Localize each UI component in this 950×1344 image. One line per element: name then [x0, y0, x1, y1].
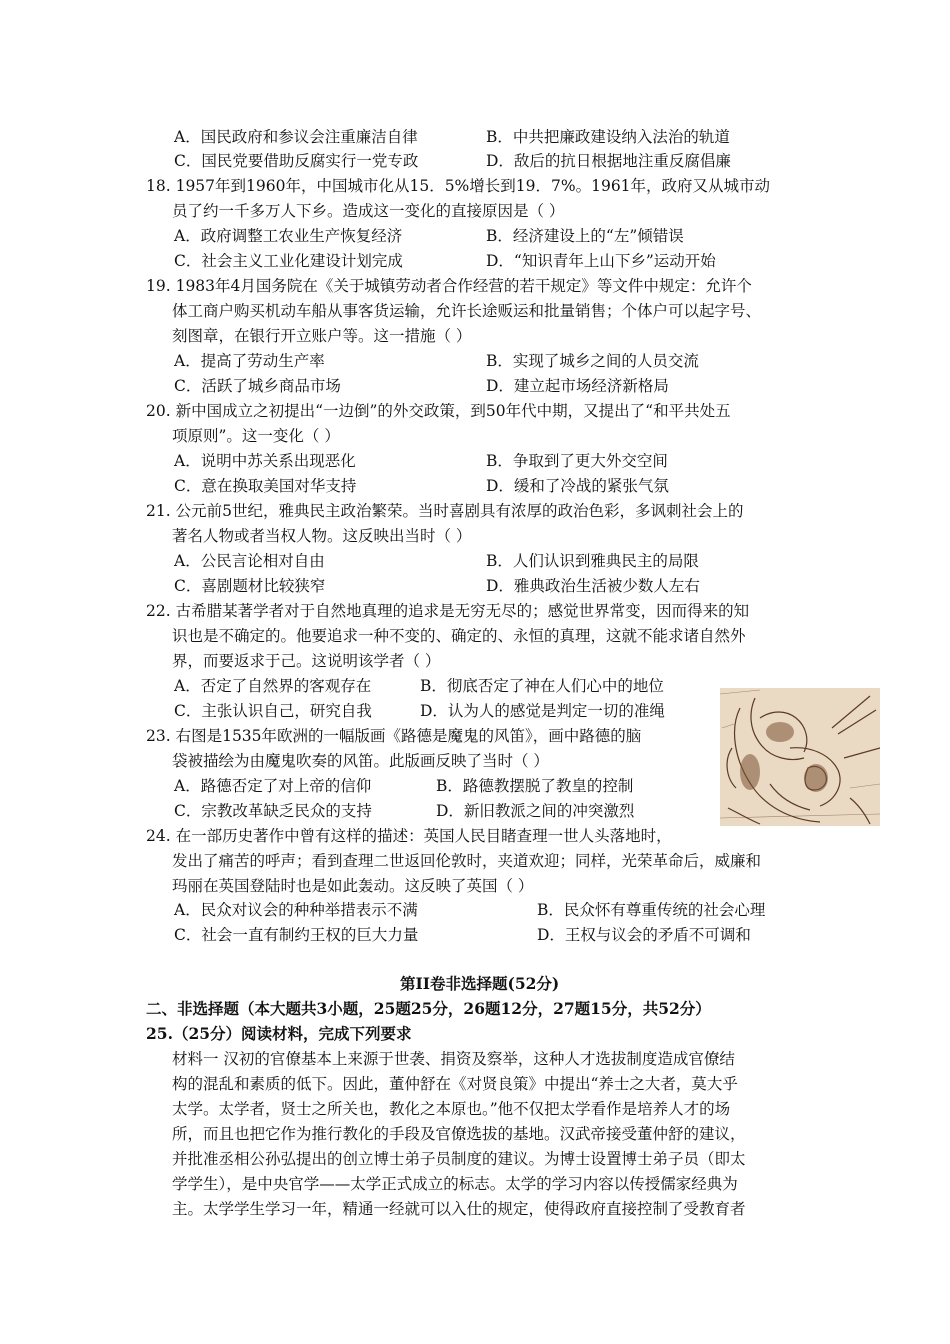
- q23-stem-line-1: 23. 右图是1535年欧洲的一幅版画《路德是魔鬼的风笛》，画中路德的脑: [146, 727, 642, 745]
- section2-heading: 二、非选择题（本大题共3小题，25题25分，26题12分，27题15分，共52分）: [146, 999, 711, 1018]
- q19-stem-line-2: 体工商户购买机动车船从事客货运输，允许长途贩运和批量销售；个体户可以起字号、: [172, 302, 762, 320]
- q18-option-a: A．政府调整工农业生产恢复经济: [174, 227, 403, 245]
- devil-bagpipe-engraving: [720, 688, 880, 826]
- q19-stem-line-3: 刻图章，在银行开立账户等。这一措施（ ）: [172, 327, 472, 345]
- q24-stem-line-2: 发出了痛苦的呼声；看到查理二世返回伦敦时，夹道欢迎；同样，光荣革命后，威廉和: [172, 852, 762, 870]
- q17-option-b: B．中共把廉政建设纳入法治的轨道: [486, 128, 730, 146]
- q25-material-line-2: 构的混乱和素质的低下。因此，董仲舒在《对贤良策》中提出“养士之大者，莫大乎: [172, 1075, 738, 1093]
- q25-material-line-3: 太学。太学者，贤士之所关也，教化之本原也。”他不仅把太学看作是培养人才的场: [172, 1100, 731, 1118]
- q18-option-d: D．“知识青年上山下乡”运动开始: [486, 252, 716, 270]
- q22-stem-line-3: 界，而要返求于己。这说明该学者（ ）: [172, 652, 441, 670]
- q19-option-a: A．提高了劳动生产率: [174, 352, 325, 370]
- q21-option-b: B．人们认识到雅典民主的局限: [486, 552, 699, 570]
- q21-option-a: A．公民言论相对自由: [174, 552, 325, 570]
- section2-title: 第II卷非选择题(52分): [400, 974, 560, 993]
- q18-option-b: B．经济建设上的“左”倾错误: [486, 227, 684, 245]
- q23-option-d: D．新旧教派之间的冲突激烈: [436, 802, 635, 820]
- q20-stem-line-1: 20. 新中国成立之初提出“一边倒”的外交政策，到50年代中期，又提出了“和平共处五: [146, 402, 731, 420]
- q18-option-c: C．社会主义工业化建设计划完成: [174, 252, 403, 270]
- q19-stem-line-1: 19. 1983年4月国务院在《关于城镇劳动者合作经营的若干规定》等文件中规定：允许个: [146, 277, 752, 295]
- q20-stem-line-2: 项原则”。这一变化（ ）: [172, 427, 340, 445]
- q20-option-b: B．争取到了更大外交空间: [486, 452, 668, 470]
- q24-stem-line-3: 玛丽在英国登陆时也是如此轰动。这反映了英国（ ）: [172, 877, 534, 895]
- q19-option-b: B．实现了城乡之间的人员交流: [486, 352, 699, 370]
- q21-stem-line-2: 著名人物或者当权人物。这反映出当时（ ）: [172, 527, 472, 545]
- q19-option-c: C．活跃了城乡商品市场: [174, 377, 341, 395]
- q23-stem-line-2: 袋被描绘为由魔鬼吹奏的风笛。此版画反映了当时（ ）: [172, 752, 549, 770]
- q22-option-d: D．认为人的感觉是判定一切的准绳: [420, 702, 665, 720]
- q25-material-line-5: 并批准丞相公孙弘提出的创立博士弟子员制度的建议。为博士设置博士弟子员（即太: [172, 1150, 746, 1168]
- q19-option-d: D．建立起市场经济新格局: [486, 377, 669, 395]
- q22-option-b: B．彻底否定了神在人们心中的地位: [420, 677, 664, 695]
- q22-stem-line-2: 识也是不确定的。他要追求一种不变的、确定的、永恒的真理，这就不能求诸自然外: [172, 627, 746, 645]
- q21-stem-line-1: 21. 公元前5世纪，雅典民主政治繁荣。当时喜剧具有浓厚的政治色彩，多讽刺社会上的: [146, 502, 744, 520]
- q24-option-a: A．民众对议会的种种举措表示不满: [174, 901, 418, 919]
- q24-option-b: B．民众怀有尊重传统的社会心理: [537, 901, 766, 919]
- q25-heading: 25.（25分）阅读材料，完成下列要求: [146, 1024, 412, 1043]
- q24-stem-line-1: 24. 在一部历史著作中曾有这样的描述：英国人民目睹查理一世人头落地时，: [146, 827, 672, 845]
- q25-material-line-7: 主。太学学生学习一年，精通一经就可以入仕的规定，使得政府直接控制了受教育者: [172, 1200, 746, 1218]
- q20-option-c: C．意在换取美国对华支持: [174, 477, 357, 495]
- q22-stem-line-1: 22. 古希腊某著学者对于自然地真理的追求是无穷无尽的；感觉世界常变，因而得来的知: [146, 602, 750, 620]
- q21-option-c: C．喜剧题材比较狭窄: [174, 577, 326, 595]
- q22-option-a: A．否定了自然界的客观存在: [174, 677, 372, 695]
- q21-option-d: D．雅典政治生活被少数人左右: [486, 577, 700, 595]
- q20-option-a: A．说明中苏关系出现恶化: [174, 452, 356, 470]
- q25-material-line-6: 学学生），是中央官学——太学正式成立的标志。太学的学习内容以传授儒家经典为: [172, 1175, 738, 1193]
- q23-option-a: A．路德否定了对上帝的信仰: [174, 777, 372, 795]
- engraving-illustration: [720, 688, 880, 826]
- q18-stem-line-1: 18. 1957年到1960年，中国城市化从15．5%增长到19．7%。1961年，政府又从城市动: [146, 177, 771, 195]
- q23-option-b: B．路德教摆脱了教皇的控制: [436, 777, 634, 795]
- q25-material-line-1: 材料一 汉初的官僚基本上来源于世袭、捐资及察举，这种人才选拔制度造成官僚结: [172, 1050, 735, 1068]
- q17-option-d: D．敌后的抗日根据地注重反腐倡廉: [486, 152, 731, 170]
- q18-stem-line-2: 员了约一千多万人下乡。造成这一变化的直接原因是（ ）: [172, 202, 565, 220]
- q17-option-a: A．国民政府和参议会注重廉洁自律: [174, 128, 418, 146]
- q23-option-c: C．宗教改革缺乏民众的支持: [174, 802, 372, 820]
- q25-material-line-4: 所，而且也把它作为推行教化的手段及官僚选拔的基地。汉武帝接受董仲舒的建议，: [172, 1125, 746, 1143]
- q24-option-d: D．王权与议会的矛盾不可调和: [537, 926, 751, 944]
- q20-option-d: D．缓和了冷战的紧张气氛: [486, 477, 669, 495]
- q24-option-c: C．社会一直有制约王权的巨大力量: [174, 926, 419, 944]
- q17-option-c: C．国民党要借助反腐实行一党专政: [174, 152, 419, 170]
- q22-option-c: C．主张认识自己，研究自我: [174, 702, 372, 720]
